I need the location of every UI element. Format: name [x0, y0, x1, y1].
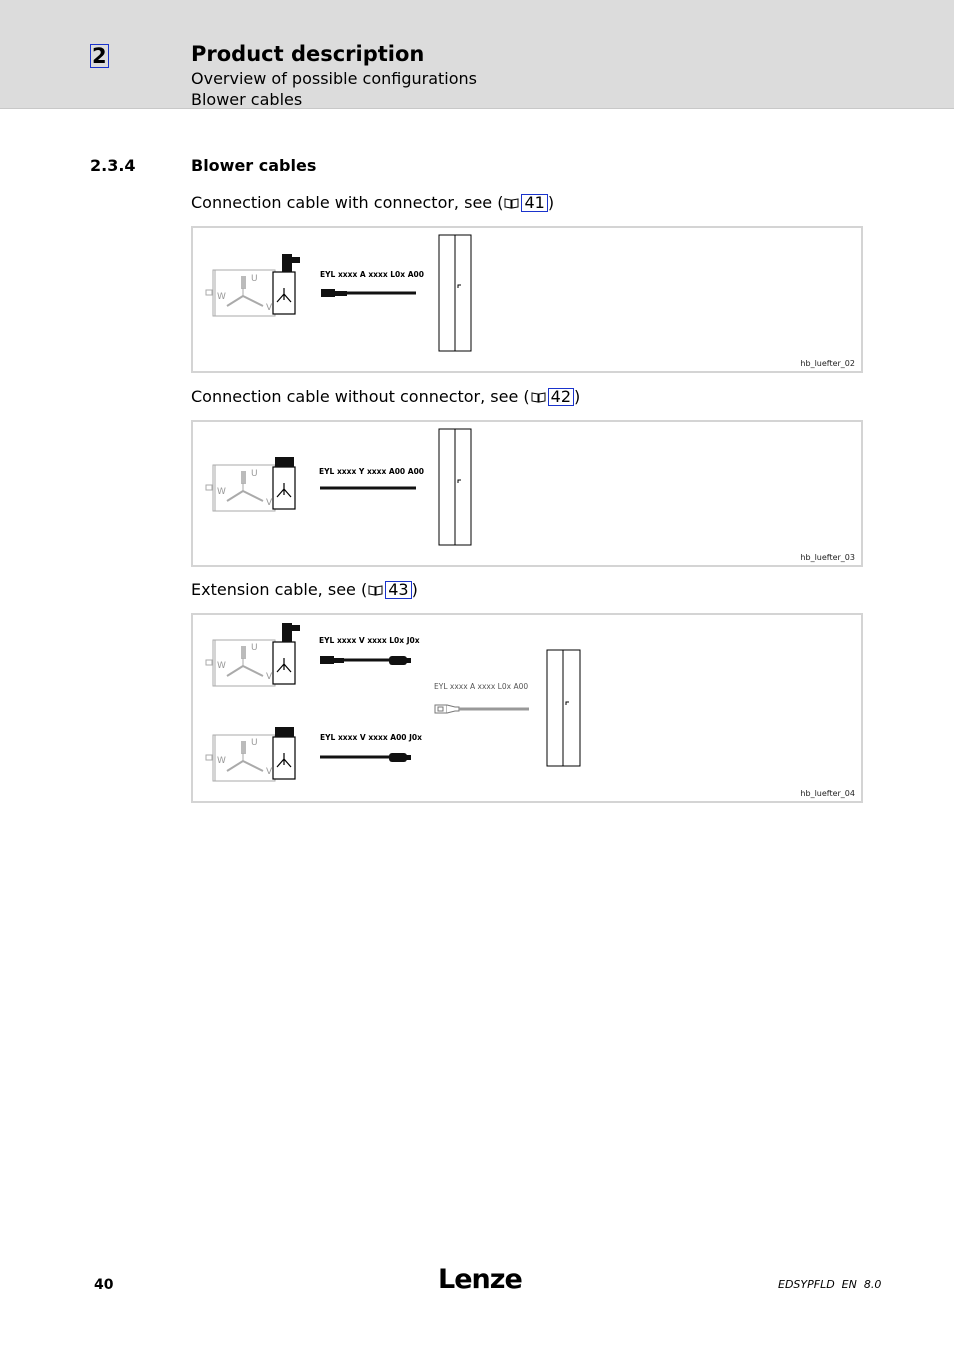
- chapter-subtitle: Overview of possible configurations: [191, 69, 477, 88]
- caption-end: ): [574, 387, 581, 406]
- document-id: EDSYPFLD EN 8.0: [778, 1278, 882, 1291]
- chapter-subtitle-2: Blower cables: [191, 90, 303, 109]
- figure-caption-1: [191, 193, 554, 212]
- chapter-title: Product description: [191, 42, 425, 66]
- phase-label-u: U: [251, 738, 258, 748]
- phase-label-u: U: [251, 274, 258, 284]
- diagram-graphic: [193, 228, 861, 371]
- section-title: Blower cables: [191, 156, 317, 175]
- caption-end: ): [547, 193, 555, 212]
- diagram-graphic: [193, 422, 861, 565]
- caption-text: Extension cable, see (: [191, 580, 368, 599]
- phase-label-w: W: [217, 292, 226, 302]
- figure-id: hb_luefter_04: [800, 789, 855, 798]
- figure-caption-3: [191, 580, 418, 599]
- diagram-graphic: [193, 615, 861, 801]
- figure-id: hb_luefter_03: [800, 553, 855, 562]
- cable-type-label: EYL xxxx V xxxx A00 J0x: [320, 733, 422, 742]
- caption-text: Connection cable with connector, see (: [191, 193, 504, 212]
- page-ref-link[interactable]: 41: [521, 194, 547, 212]
- page-number: 40: [94, 1277, 114, 1293]
- phase-label-v: V: [266, 303, 273, 313]
- figure-id: hb_luefter_02: [800, 359, 855, 368]
- phase-label-v: V: [266, 672, 273, 682]
- phase-label-w: W: [217, 661, 226, 671]
- figure-connection-cable-with-connector: [191, 226, 863, 373]
- phase-label-v: V: [266, 498, 273, 508]
- lenze-logo: Lenze: [438, 1264, 522, 1295]
- book-icon: [368, 584, 383, 596]
- phase-label-u: U: [251, 643, 258, 653]
- phase-label-w: W: [217, 756, 226, 766]
- cable-type-label: EYL xxxx Y xxxx A00 A00: [319, 467, 425, 476]
- phase-label-w: W: [217, 487, 226, 497]
- figure-extension-cable: [191, 613, 863, 803]
- page-ref-link[interactable]: 42: [548, 388, 574, 406]
- page-ref-link[interactable]: 43: [385, 581, 411, 599]
- chapter-number-link[interactable]: 2: [92, 44, 107, 68]
- chapter-header: [0, 0, 954, 109]
- phase-label-v: V: [266, 767, 273, 777]
- book-icon: [504, 197, 519, 209]
- caption-end: ): [411, 580, 418, 599]
- phase-label-u: U: [251, 469, 258, 479]
- figure-connection-cable-without-connector: [191, 420, 863, 567]
- cable-type-label: EYL xxxx A xxxx L0x A00: [320, 270, 424, 279]
- cable-type-label: EYL xxxx V xxxx L0x J0x: [319, 636, 420, 645]
- figure-caption-2: [191, 387, 580, 406]
- cable-type-label: EYL xxxx A xxxx L0x A00: [434, 682, 529, 691]
- section-number: 2.3.4: [90, 156, 136, 175]
- caption-text: Connection cable without connector, see (: [191, 387, 530, 406]
- book-icon: [531, 391, 546, 403]
